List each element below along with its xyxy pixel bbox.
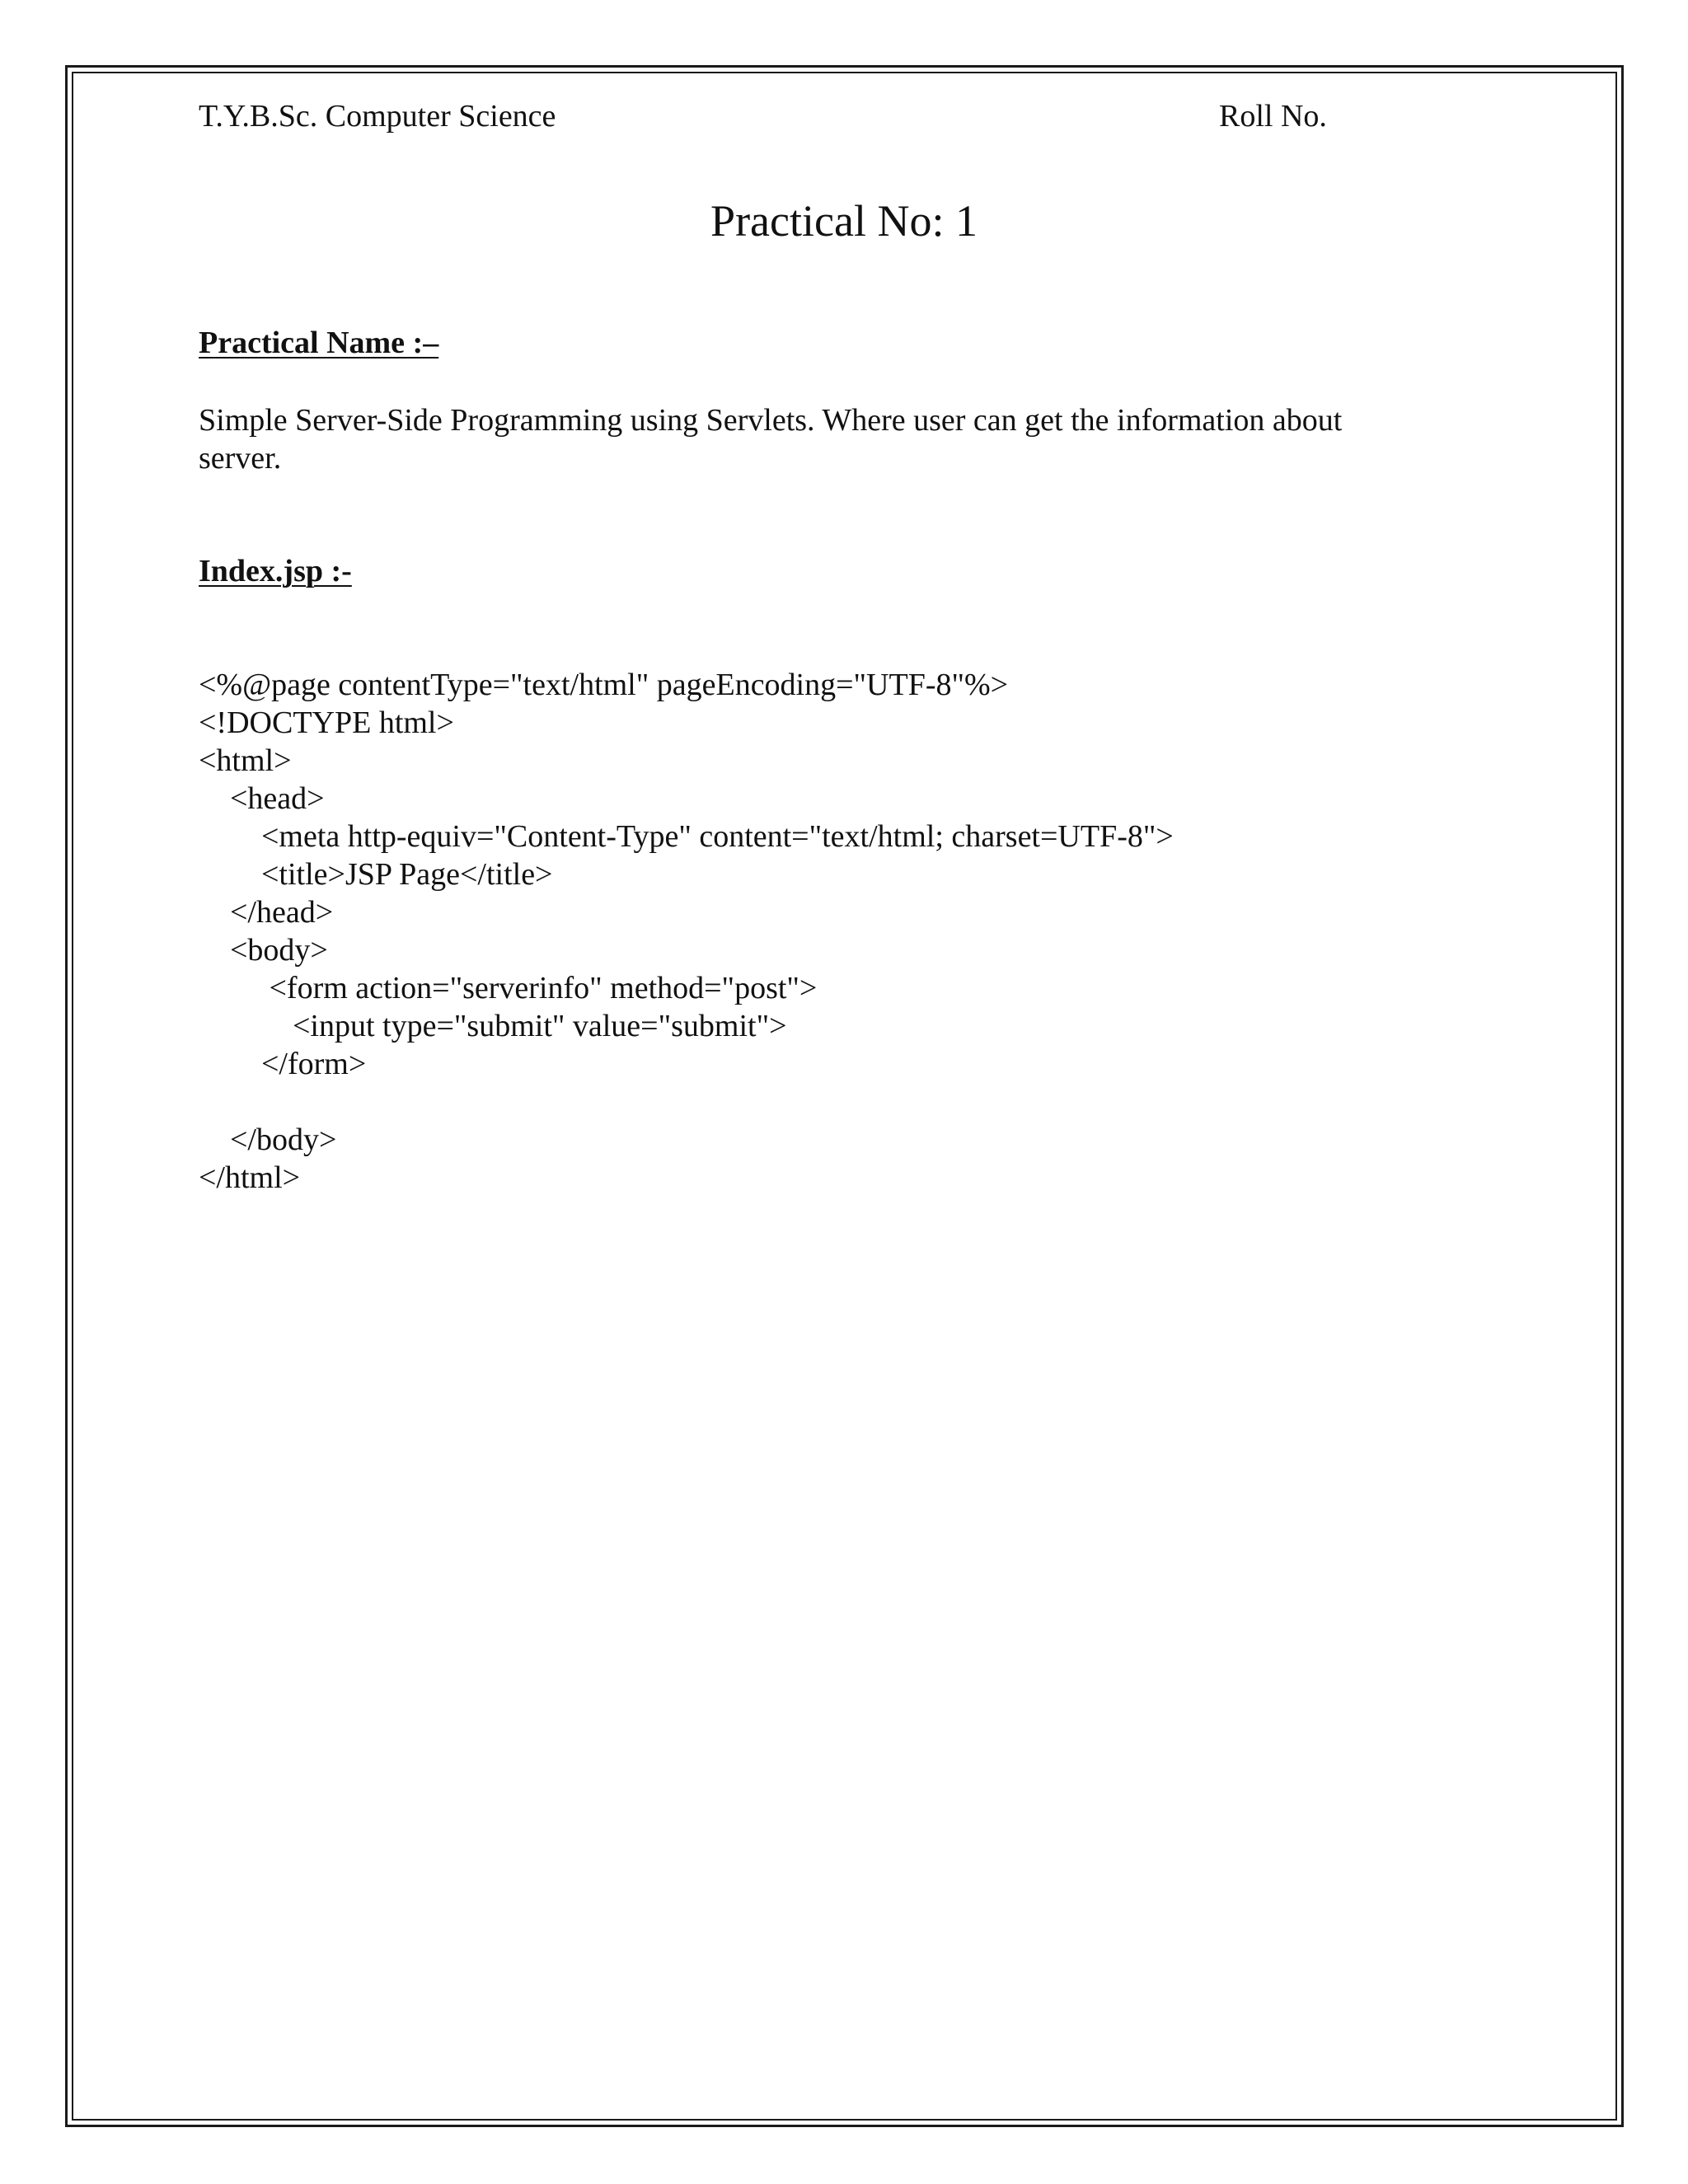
code-line: <!DOCTYPE html> <box>199 705 454 740</box>
code-line: <meta http-equiv="Content-Type" content="text/html; charset=UTF-8"> <box>199 819 1174 854</box>
code-block <box>199 666 1174 1197</box>
page-title: Practical No: 1 <box>710 196 978 246</box>
practical-description <box>199 401 1435 477</box>
practical-description-line-1: Simple Server-Side Programming using Servlets. Where user can get the information about <box>199 403 1343 438</box>
code-line: </form> <box>199 1047 367 1081</box>
code-line: <html> <box>199 743 292 778</box>
code-line: </html> <box>199 1160 301 1195</box>
code-line: </body> <box>199 1122 337 1157</box>
practical-description-line-2: server. <box>199 441 282 476</box>
code-line: </head> <box>199 895 334 930</box>
code-line: <%@page contentType="text/html" pageEncoding="UTF-8"%> <box>199 668 1009 702</box>
code-line <box>199 1083 1174 1121</box>
code-line: <form action="serverinfo" method="post"> <box>199 971 818 1005</box>
practical-name-heading: Practical Name :– <box>199 326 439 360</box>
code-line: <head> <box>199 781 325 816</box>
code-line: <input type="submit" value="submit"> <box>199 1009 787 1043</box>
code-line: <title>JSP Page</title> <box>199 857 553 892</box>
code-line: <body> <box>199 933 328 968</box>
roll-number-label: Roll No. <box>1219 99 1327 134</box>
course-header: T.Y.B.Sc. Computer Science <box>199 99 556 134</box>
index-jsp-heading: Index.jsp :- <box>199 554 352 588</box>
